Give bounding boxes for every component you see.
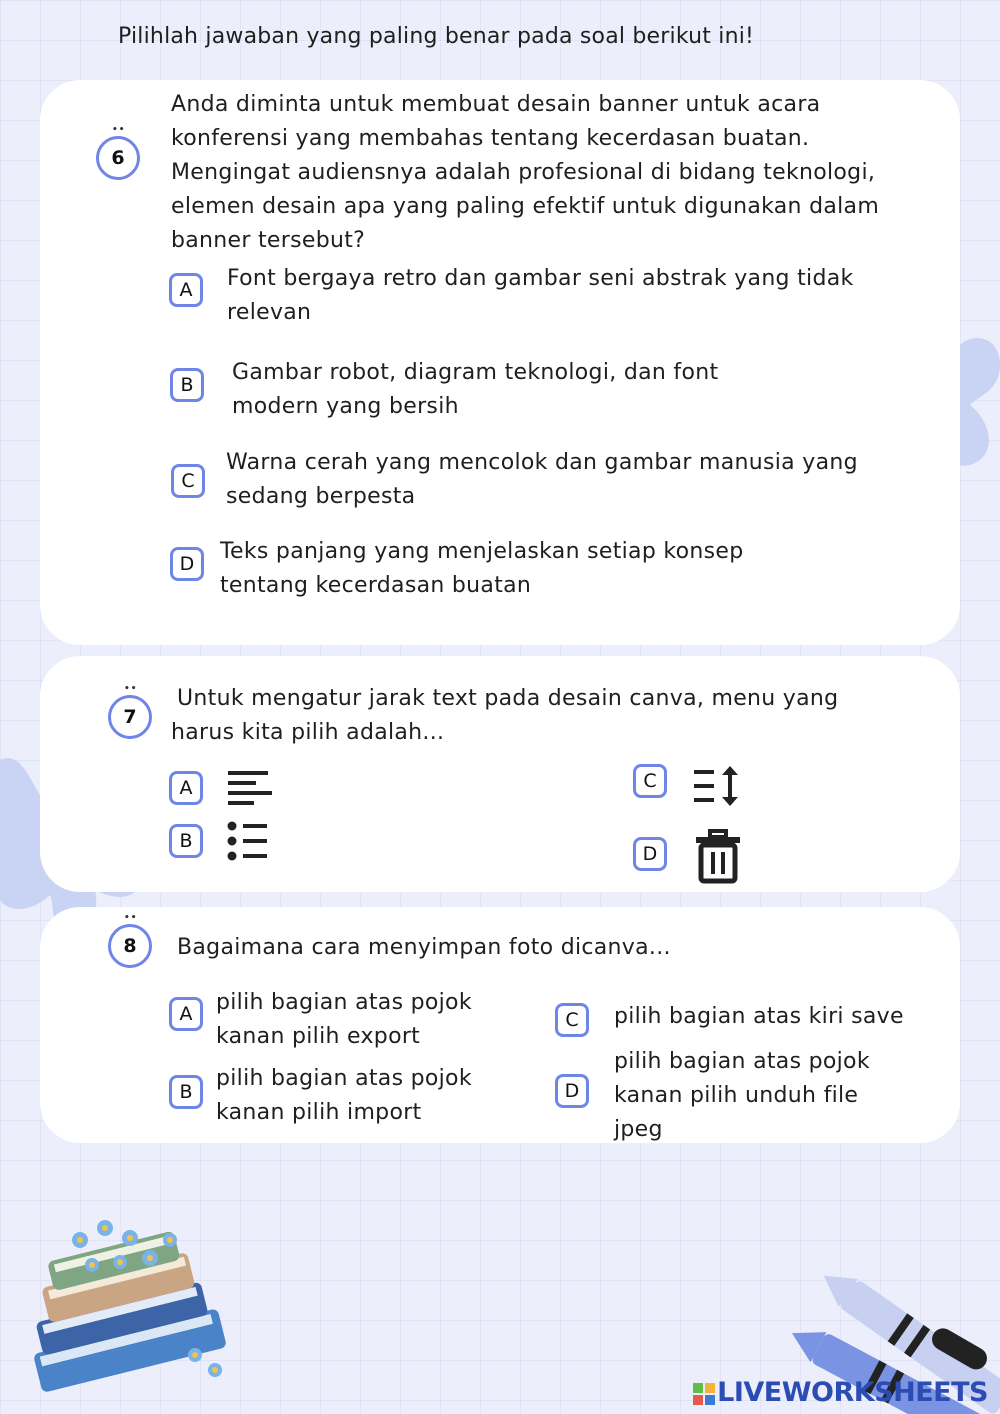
- question-7-text: Untuk mengatur jarak text pada desain canva, menu yang harus kita pilih adalah...: [171, 686, 839, 745]
- q6-option-c-text[interactable]: Warna cerah yang mencolok dan gambar manusia yang sedang berpesta: [226, 450, 858, 509]
- q6-option-b-badge[interactable]: B: [170, 368, 204, 402]
- q8-option-c-badge[interactable]: C: [555, 1003, 589, 1037]
- books-flowers-illustration: [10, 1210, 250, 1405]
- q6-option-c-badge[interactable]: C: [171, 464, 205, 498]
- question-8-text: Bagaimana cara menyimpan foto dicanva...: [177, 935, 671, 960]
- q6-option-d-badge[interactable]: D: [170, 547, 204, 581]
- question-7-number: •• 7: [108, 695, 152, 739]
- q7-option-b-badge[interactable]: B: [169, 824, 203, 858]
- q6-option-b-text[interactable]: Gambar robot, diagram teknologi, dan font modern yang bersih: [232, 360, 719, 419]
- line-spacing-icon[interactable]: [692, 764, 742, 808]
- question-6-number: •• 6: [96, 136, 140, 180]
- q7-option-c-badge[interactable]: C: [633, 764, 667, 798]
- q8-option-d-badge[interactable]: D: [555, 1074, 589, 1108]
- q7-option-a-badge[interactable]: A: [169, 771, 203, 805]
- q6-option-a-badge[interactable]: A: [169, 273, 203, 307]
- q8-option-d-text[interactable]: pilih bagian atas pojok kanan pilih unduh file jpeg: [614, 1049, 870, 1142]
- align-left-icon[interactable]: [226, 769, 274, 809]
- q8-option-c-text[interactable]: pilih bagian atas kiri save: [614, 1004, 904, 1029]
- q8-option-a-badge[interactable]: A: [169, 997, 203, 1031]
- bullet-list-icon[interactable]: [226, 820, 270, 862]
- q8-option-b-text[interactable]: pilih bagian atas pojok kanan pilih import: [216, 1066, 472, 1125]
- instruction-text: Pilihlah jawaban yang paling benar pada soal berikut ini!: [118, 24, 755, 49]
- liveworksheets-logo-icon: [693, 1383, 715, 1405]
- q8-option-a-text[interactable]: pilih bagian atas pojok kanan pilih export: [216, 990, 472, 1049]
- watermark-text: LIVEWORKSHEETS: [717, 1377, 988, 1408]
- question-6-text: Anda diminta untuk membuat desain banner untuk acara konferensi yang membahas tentang kecerdasan buatan. Mengingat audiensnya adalah profesional di bidang teknologi, elemen desain apa yang paling efektif untuk digunakan dalam banner tersebut?: [171, 92, 880, 253]
- question-8-number: •• 8: [108, 924, 152, 968]
- trash-icon[interactable]: [694, 829, 742, 885]
- q7-option-d-badge[interactable]: D: [633, 837, 667, 871]
- liveworksheets-watermark: [693, 1377, 988, 1408]
- q6-option-a-text[interactable]: Font bergaya retro dan gambar seni abstrak yang tidak relevan: [227, 266, 854, 325]
- q6-option-d-text[interactable]: Teks panjang yang menjelaskan setiap konsep tentang kecerdasan buatan: [220, 539, 744, 598]
- q8-option-b-badge[interactable]: B: [169, 1075, 203, 1109]
